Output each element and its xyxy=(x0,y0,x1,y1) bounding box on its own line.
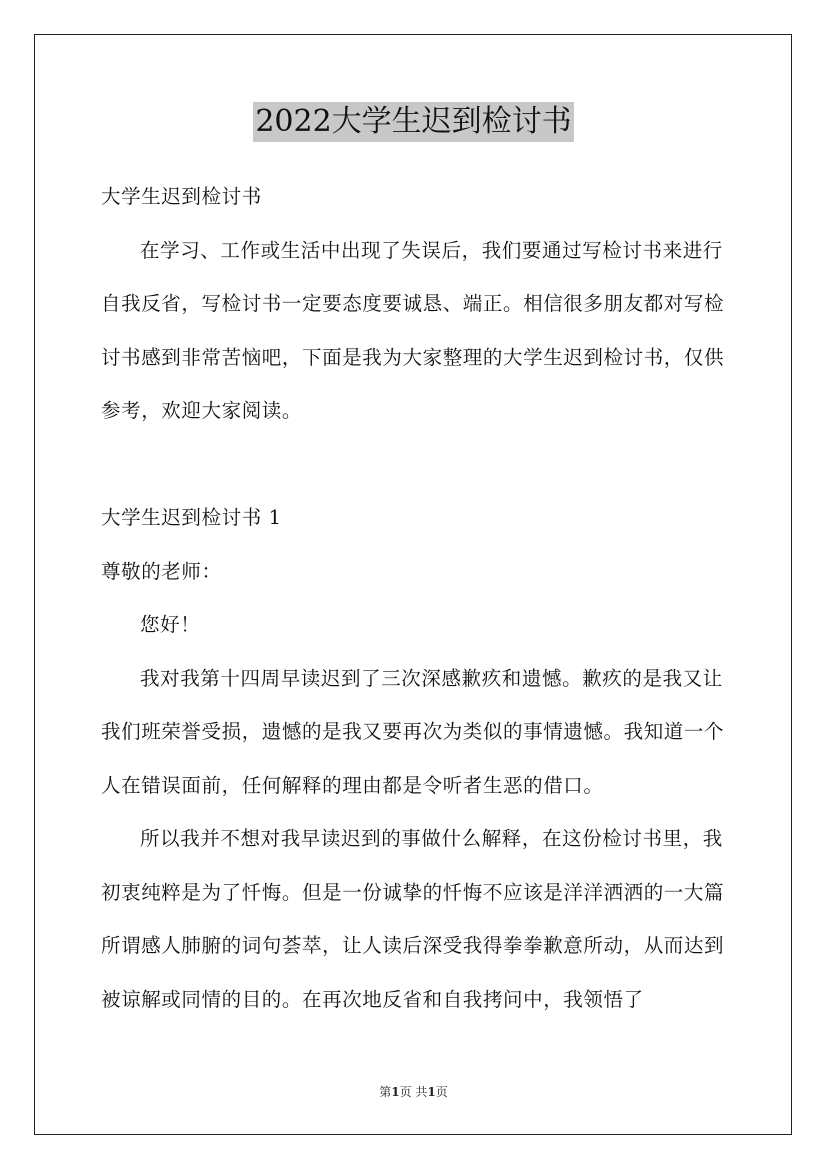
intro-paragraph: 在学习、工作或生活中出现了失误后，我们要通过写检讨书来进行自我反省，写检讨书一定要态度要诚恳、端正。相信很多朋友都对写检讨书感到非常苦恼吧，下面是我为大家整理的大学生迟到检讨书，仅供参考，欢迎大家阅读。 xyxy=(101,238,725,422)
footer-page-current: 1 xyxy=(391,1085,400,1099)
document-heading: 大学生迟到检讨书 xyxy=(101,185,262,208)
footer-mid: 页 共 xyxy=(399,1085,428,1099)
body-paragraph-2: 所以我并不想对我早读迟到的事做什么解释，在这份检讨书里，我初衷纯粹是为了忏悔。但是一份诚挚的忏悔不应该是洋洋洒洒的一大篇所谓感人肺腑的词句荟萃，让人读后深受我得拳拳歉意所动，从而达到被谅解或同情的目的。在再次地反省和自我拷问中，我领悟了 xyxy=(101,827,725,1011)
paragraph-spacer xyxy=(101,438,731,492)
body-paragraph-1: 我对我第十四周早读迟到了三次深感歉疚和遗憾。歉疚的是我又让我们班荣誉受损，遗憾的是我又要再次为类似的事情遗憾。我知道一个人在错误面前，任何解释的理由都是令听者生恶的借口。 xyxy=(101,666,725,797)
page-footer xyxy=(0,1084,827,1100)
document-title: 2022大学生迟到检讨书 xyxy=(253,102,573,142)
footer-suffix: 页 xyxy=(435,1085,448,1099)
title-container xyxy=(0,102,827,142)
footer-prefix: 第 xyxy=(379,1085,392,1099)
document-body xyxy=(101,170,731,1026)
footer-page-total: 1 xyxy=(427,1085,436,1099)
greeting: 您好！ xyxy=(140,613,201,636)
section-title: 大学生迟到检讨书 1 xyxy=(101,506,282,529)
salutation: 尊敬的老师： xyxy=(101,559,222,583)
